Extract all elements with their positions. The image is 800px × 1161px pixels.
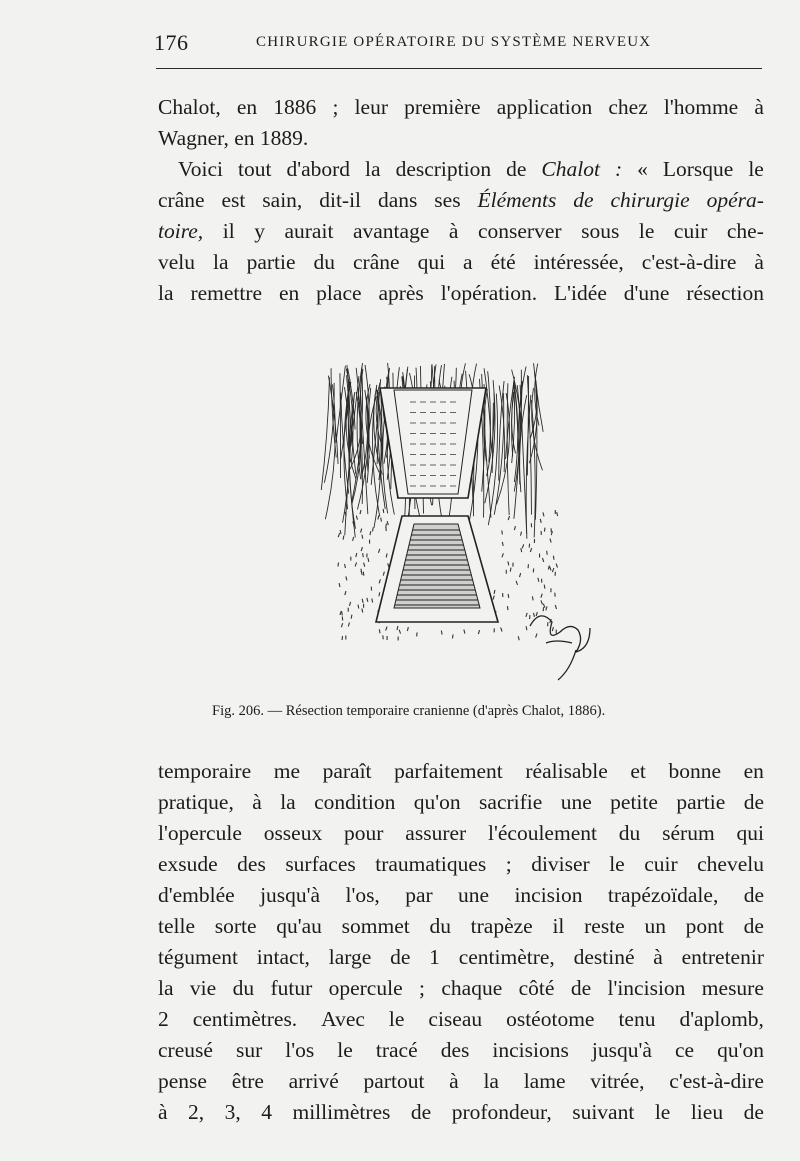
word: large xyxy=(328,945,372,969)
word: l'écoulement xyxy=(488,821,597,845)
word: ; xyxy=(505,852,512,876)
figure-206 xyxy=(318,358,598,688)
word: petite xyxy=(610,790,658,814)
text-line xyxy=(158,942,764,973)
word: sérum xyxy=(662,821,715,845)
word: Lorsque xyxy=(662,157,734,181)
word: première xyxy=(404,95,481,119)
word: jusqu'à xyxy=(260,883,321,907)
word: à xyxy=(252,790,262,814)
word: application xyxy=(496,95,593,119)
word: dit-il xyxy=(319,188,362,212)
word: du xyxy=(313,250,336,274)
text-line xyxy=(158,247,764,278)
word: cuir xyxy=(644,852,678,876)
word: temporaire xyxy=(158,759,252,783)
word: sacrifie xyxy=(479,790,543,814)
text-line xyxy=(158,1004,764,1035)
text-line xyxy=(158,185,764,216)
word: réalisable xyxy=(525,759,608,783)
word: c'est-à-dire xyxy=(669,1069,764,1093)
italic-word: de xyxy=(573,188,594,212)
word: c'est-à-dire xyxy=(641,250,737,274)
word: chaque xyxy=(441,976,503,1000)
word: sorte xyxy=(214,914,257,938)
word: telle xyxy=(158,914,196,938)
word: du xyxy=(429,914,451,938)
word: de xyxy=(570,976,592,1000)
word: a xyxy=(463,250,473,274)
word: être xyxy=(231,1069,264,1093)
word: chez xyxy=(608,95,648,119)
word: 2 xyxy=(158,1007,169,1031)
word: 1886 xyxy=(273,95,317,119)
word: remettre xyxy=(190,281,263,305)
text-line xyxy=(158,278,764,309)
word: 3, xyxy=(224,1100,241,1124)
word: la xyxy=(280,790,296,814)
word: partout xyxy=(363,1069,425,1093)
word: tracé xyxy=(375,1038,418,1062)
word: un xyxy=(644,914,666,938)
word: reste xyxy=(584,914,625,938)
word: à xyxy=(448,219,459,243)
word: ostéotome xyxy=(506,1007,595,1031)
word: résection xyxy=(686,281,764,305)
word: l'homme xyxy=(663,95,739,119)
word: le xyxy=(388,1007,405,1031)
word: tout xyxy=(238,157,272,181)
page-number: 176 xyxy=(154,30,189,55)
word: qu'on xyxy=(717,1038,764,1062)
word: est xyxy=(221,188,246,212)
text-line xyxy=(158,92,764,123)
word: mesure xyxy=(701,976,764,1000)
word: d'aplomb, xyxy=(679,1007,764,1031)
word: tenu xyxy=(618,1007,656,1031)
word: creusé xyxy=(158,1038,213,1062)
word: été xyxy=(490,250,516,274)
word: suivant xyxy=(572,1100,635,1124)
word: incisions xyxy=(492,1038,569,1062)
word: la xyxy=(213,250,229,274)
header-rule xyxy=(156,68,762,69)
word: sous xyxy=(581,219,620,243)
word: une xyxy=(458,883,490,907)
word: en xyxy=(236,95,258,119)
word: partie xyxy=(246,250,296,274)
italic-word: Chalot xyxy=(541,157,600,181)
word: chevelu xyxy=(697,852,764,876)
word: bonne xyxy=(668,759,722,783)
word: qu'on xyxy=(413,790,461,814)
word: de xyxy=(743,883,764,907)
word: le xyxy=(748,157,764,181)
word: la xyxy=(158,281,174,305)
word: pour xyxy=(344,821,384,845)
word: osseux xyxy=(263,821,323,845)
word: arrivé xyxy=(288,1069,339,1093)
word: entretenir xyxy=(681,945,764,969)
word: le xyxy=(638,219,655,243)
word: me xyxy=(273,759,300,783)
word: du xyxy=(232,976,255,1000)
word: crâne xyxy=(353,250,400,274)
text-line xyxy=(158,880,764,911)
running-title: CHIRURGIE OPÉRATOIRE DU SYSTÈME NERVEUX xyxy=(256,34,652,50)
word: sommet xyxy=(341,914,410,938)
word: assurer xyxy=(405,821,467,845)
word: des xyxy=(440,1038,470,1062)
word: ce xyxy=(674,1038,695,1062)
word: ; xyxy=(419,976,425,1000)
word: de xyxy=(743,790,764,814)
word: de xyxy=(390,945,411,969)
text-line xyxy=(158,849,764,880)
word: 4 xyxy=(261,1100,272,1124)
word: 1 xyxy=(429,945,440,969)
text-line xyxy=(158,973,764,1004)
word: crâne xyxy=(158,188,205,212)
text-line xyxy=(158,911,764,942)
italic-word: Éléments xyxy=(477,188,557,212)
word: à xyxy=(754,95,764,119)
word: qui xyxy=(417,250,446,274)
word: futur xyxy=(270,976,313,1000)
top-paragraph xyxy=(158,92,764,309)
word: millimètres xyxy=(292,1100,391,1124)
word: l'opération. xyxy=(440,281,538,305)
word: opercule xyxy=(328,976,403,1000)
word: qu'au xyxy=(276,914,322,938)
text-line xyxy=(158,1066,764,1097)
word: à xyxy=(158,1100,168,1124)
text-line xyxy=(158,1035,764,1066)
word: Voici xyxy=(178,157,223,181)
word: partie xyxy=(676,790,726,814)
word: exsude xyxy=(158,852,218,876)
word: lieu xyxy=(690,1100,724,1124)
word: pont xyxy=(685,914,724,938)
word: la xyxy=(158,976,174,1000)
word: destiné xyxy=(573,945,635,969)
word: l'opercule xyxy=(158,821,242,845)
word: une xyxy=(560,790,592,814)
word: diviser xyxy=(531,852,590,876)
word: de xyxy=(743,914,764,938)
word: l'os xyxy=(285,1038,315,1062)
word: surfaces xyxy=(285,852,356,876)
word: paraît xyxy=(322,759,372,783)
word: traumatiques xyxy=(375,852,487,876)
word: la xyxy=(483,1069,499,1093)
word: L'idée xyxy=(554,281,607,305)
word: à xyxy=(754,250,764,274)
italic-word: : xyxy=(614,157,623,181)
text-line xyxy=(158,787,764,818)
word: la xyxy=(365,157,381,181)
word: ses xyxy=(434,188,461,212)
word: à xyxy=(449,1069,459,1093)
word: ciseau xyxy=(428,1007,483,1031)
word: en xyxy=(278,281,300,305)
word: 2, xyxy=(188,1100,205,1124)
word: qui xyxy=(736,821,764,845)
word: par xyxy=(405,883,433,907)
word: centimètres. xyxy=(192,1007,298,1031)
word: le xyxy=(337,1038,353,1062)
word: de xyxy=(410,1100,432,1124)
word: sain, xyxy=(262,188,303,212)
cranial-resection-illustration xyxy=(318,358,598,688)
word: intact, xyxy=(256,945,310,969)
word: de xyxy=(743,1100,764,1124)
word: lame xyxy=(523,1069,566,1093)
word: vie xyxy=(189,976,217,1000)
word: cuir xyxy=(673,219,708,243)
word: d'une xyxy=(623,281,670,305)
italic-word: opéra- xyxy=(706,188,764,212)
word: en xyxy=(743,759,764,783)
word: le xyxy=(609,852,625,876)
word: tégument xyxy=(158,945,239,969)
word: incision xyxy=(514,883,583,907)
word: jusqu'à xyxy=(591,1038,652,1062)
word: avantage xyxy=(352,219,430,243)
word: pense xyxy=(158,1069,207,1093)
word: y xyxy=(254,219,265,243)
word: il xyxy=(222,219,235,243)
word: aurait xyxy=(284,219,334,243)
word: côté xyxy=(518,976,555,1000)
word: de xyxy=(506,157,527,181)
word: che- xyxy=(726,219,764,243)
word: à xyxy=(653,945,663,969)
word: il xyxy=(552,914,565,938)
word: des xyxy=(237,852,266,876)
word: place xyxy=(316,281,362,305)
text-line xyxy=(158,154,764,185)
word: et xyxy=(630,759,646,783)
word: après xyxy=(378,281,424,305)
word: leur xyxy=(354,95,388,119)
word: d'abord xyxy=(286,157,351,181)
word: l'incision xyxy=(607,976,686,1000)
word: dans xyxy=(377,188,418,212)
word: intéressée, xyxy=(533,250,624,274)
signature-flourish xyxy=(530,616,590,680)
word: Chalot, xyxy=(158,95,221,119)
word: trapèze xyxy=(470,914,533,938)
word: parfaitement xyxy=(394,759,503,783)
text-line: Wagner, en 1889. xyxy=(158,126,309,150)
word: condition xyxy=(314,790,396,814)
word: le xyxy=(654,1100,671,1124)
word: « xyxy=(637,157,648,181)
word: sur xyxy=(235,1038,263,1062)
word: profondeur, xyxy=(451,1100,552,1124)
word: du xyxy=(618,821,641,845)
word: Avec xyxy=(321,1007,365,1031)
text-line xyxy=(158,216,764,247)
word: pratique, xyxy=(158,790,234,814)
bottom-paragraph xyxy=(158,756,764,1128)
word: d'emblée xyxy=(158,883,235,907)
word: centimètre, xyxy=(458,945,555,969)
italic-word: chirurgie xyxy=(610,188,690,212)
text-line xyxy=(158,818,764,849)
italic-word: toire, xyxy=(158,219,204,243)
figure-caption: Fig. 206. — Résection temporaire cranienne (d'après Chalot, 1886). xyxy=(212,703,606,719)
word: ; xyxy=(332,95,339,119)
text-line xyxy=(158,1097,764,1128)
word: description xyxy=(395,157,492,181)
word: conserver xyxy=(477,219,562,243)
text-line xyxy=(158,756,764,787)
word: vitrée, xyxy=(590,1069,645,1093)
word: velu xyxy=(158,250,196,274)
word: trapézoïdale, xyxy=(607,883,719,907)
word: l'os, xyxy=(345,883,380,907)
